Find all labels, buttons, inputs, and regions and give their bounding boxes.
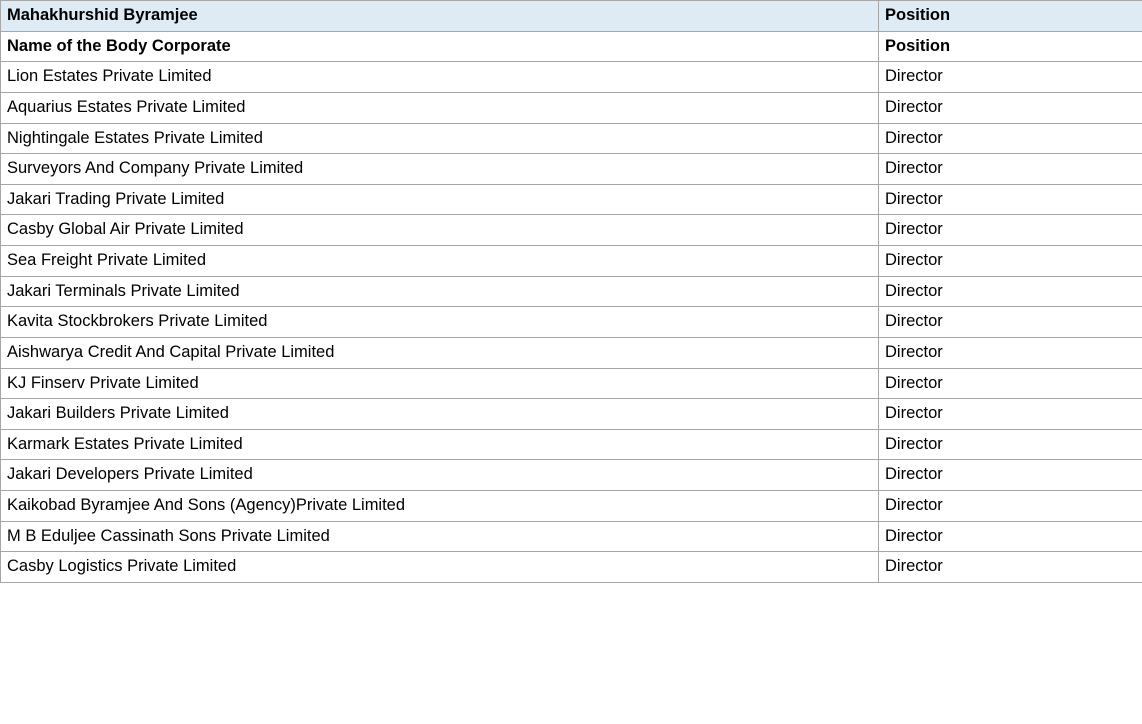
cell-body-corporate-name: Jakari Developers Private Limited — [1, 460, 879, 491]
cell-body-corporate-name: Kaikobad Byramjee And Sons (Agency)Private Limited — [1, 491, 879, 522]
cell-body-corporate-name: Sea Freight Private Limited — [1, 246, 879, 277]
table-row — [1, 337, 1142, 368]
table-row — [1, 460, 1142, 491]
cell-position: Director — [879, 337, 1142, 368]
cell-body-corporate-name: M B Eduljee Cassinath Sons Private Limited — [1, 521, 879, 552]
cell-body-corporate-name: Karmark Estates Private Limited — [1, 429, 879, 460]
table-row — [1, 123, 1142, 154]
table-row — [1, 307, 1142, 338]
table-row — [1, 246, 1142, 277]
cell-position: Director — [879, 368, 1142, 399]
cell-body-corporate-name: Surveyors And Company Private Limited — [1, 154, 879, 185]
cell-body-corporate-name: Jakari Terminals Private Limited — [1, 276, 879, 307]
cell-position: Director — [879, 521, 1142, 552]
table-row — [1, 368, 1142, 399]
cell-body-corporate-name: Kavita Stockbrokers Private Limited — [1, 307, 879, 338]
table-title-row — [1, 1, 1142, 32]
cell-body-corporate-name: Casby Logistics Private Limited — [1, 552, 879, 583]
cell-position: Director — [879, 62, 1142, 93]
table-row — [1, 92, 1142, 123]
column-header-name: Name of the Body Corporate — [1, 31, 879, 62]
cell-position: Director — [879, 92, 1142, 123]
cell-body-corporate-name: Aquarius Estates Private Limited — [1, 92, 879, 123]
cell-body-corporate-name: Aishwarya Credit And Capital Private Limited — [1, 337, 879, 368]
cell-position: Director — [879, 552, 1142, 583]
table-row — [1, 552, 1142, 583]
table-body — [1, 1, 1142, 583]
table-row — [1, 521, 1142, 552]
column-header-position: Position — [879, 31, 1142, 62]
cell-body-corporate-name: Nightingale Estates Private Limited — [1, 123, 879, 154]
cell-position: Director — [879, 307, 1142, 338]
cell-body-corporate-name: Jakari Trading Private Limited — [1, 184, 879, 215]
cell-position: Director — [879, 154, 1142, 185]
table-row — [1, 429, 1142, 460]
position-title: Position — [879, 1, 1142, 32]
table-row — [1, 154, 1142, 185]
cell-position: Director — [879, 491, 1142, 522]
table-row — [1, 184, 1142, 215]
cell-body-corporate-name: Jakari Builders Private Limited — [1, 399, 879, 430]
cell-body-corporate-name: Casby Global Air Private Limited — [1, 215, 879, 246]
table-row — [1, 215, 1142, 246]
cell-body-corporate-name: KJ Finserv Private Limited — [1, 368, 879, 399]
cell-position: Director — [879, 184, 1142, 215]
table-row — [1, 62, 1142, 93]
table-row — [1, 276, 1142, 307]
table-row — [1, 491, 1142, 522]
table-header-row — [1, 31, 1142, 62]
table-row — [1, 399, 1142, 430]
cell-position: Director — [879, 246, 1142, 277]
cell-body-corporate-name: Lion Estates Private Limited — [1, 62, 879, 93]
person-name-title: Mahakhurshid Byramjee — [1, 1, 879, 32]
cell-position: Director — [879, 215, 1142, 246]
cell-position: Director — [879, 276, 1142, 307]
cell-position: Director — [879, 399, 1142, 430]
cell-position: Director — [879, 429, 1142, 460]
cell-position: Director — [879, 123, 1142, 154]
cell-position: Director — [879, 460, 1142, 491]
